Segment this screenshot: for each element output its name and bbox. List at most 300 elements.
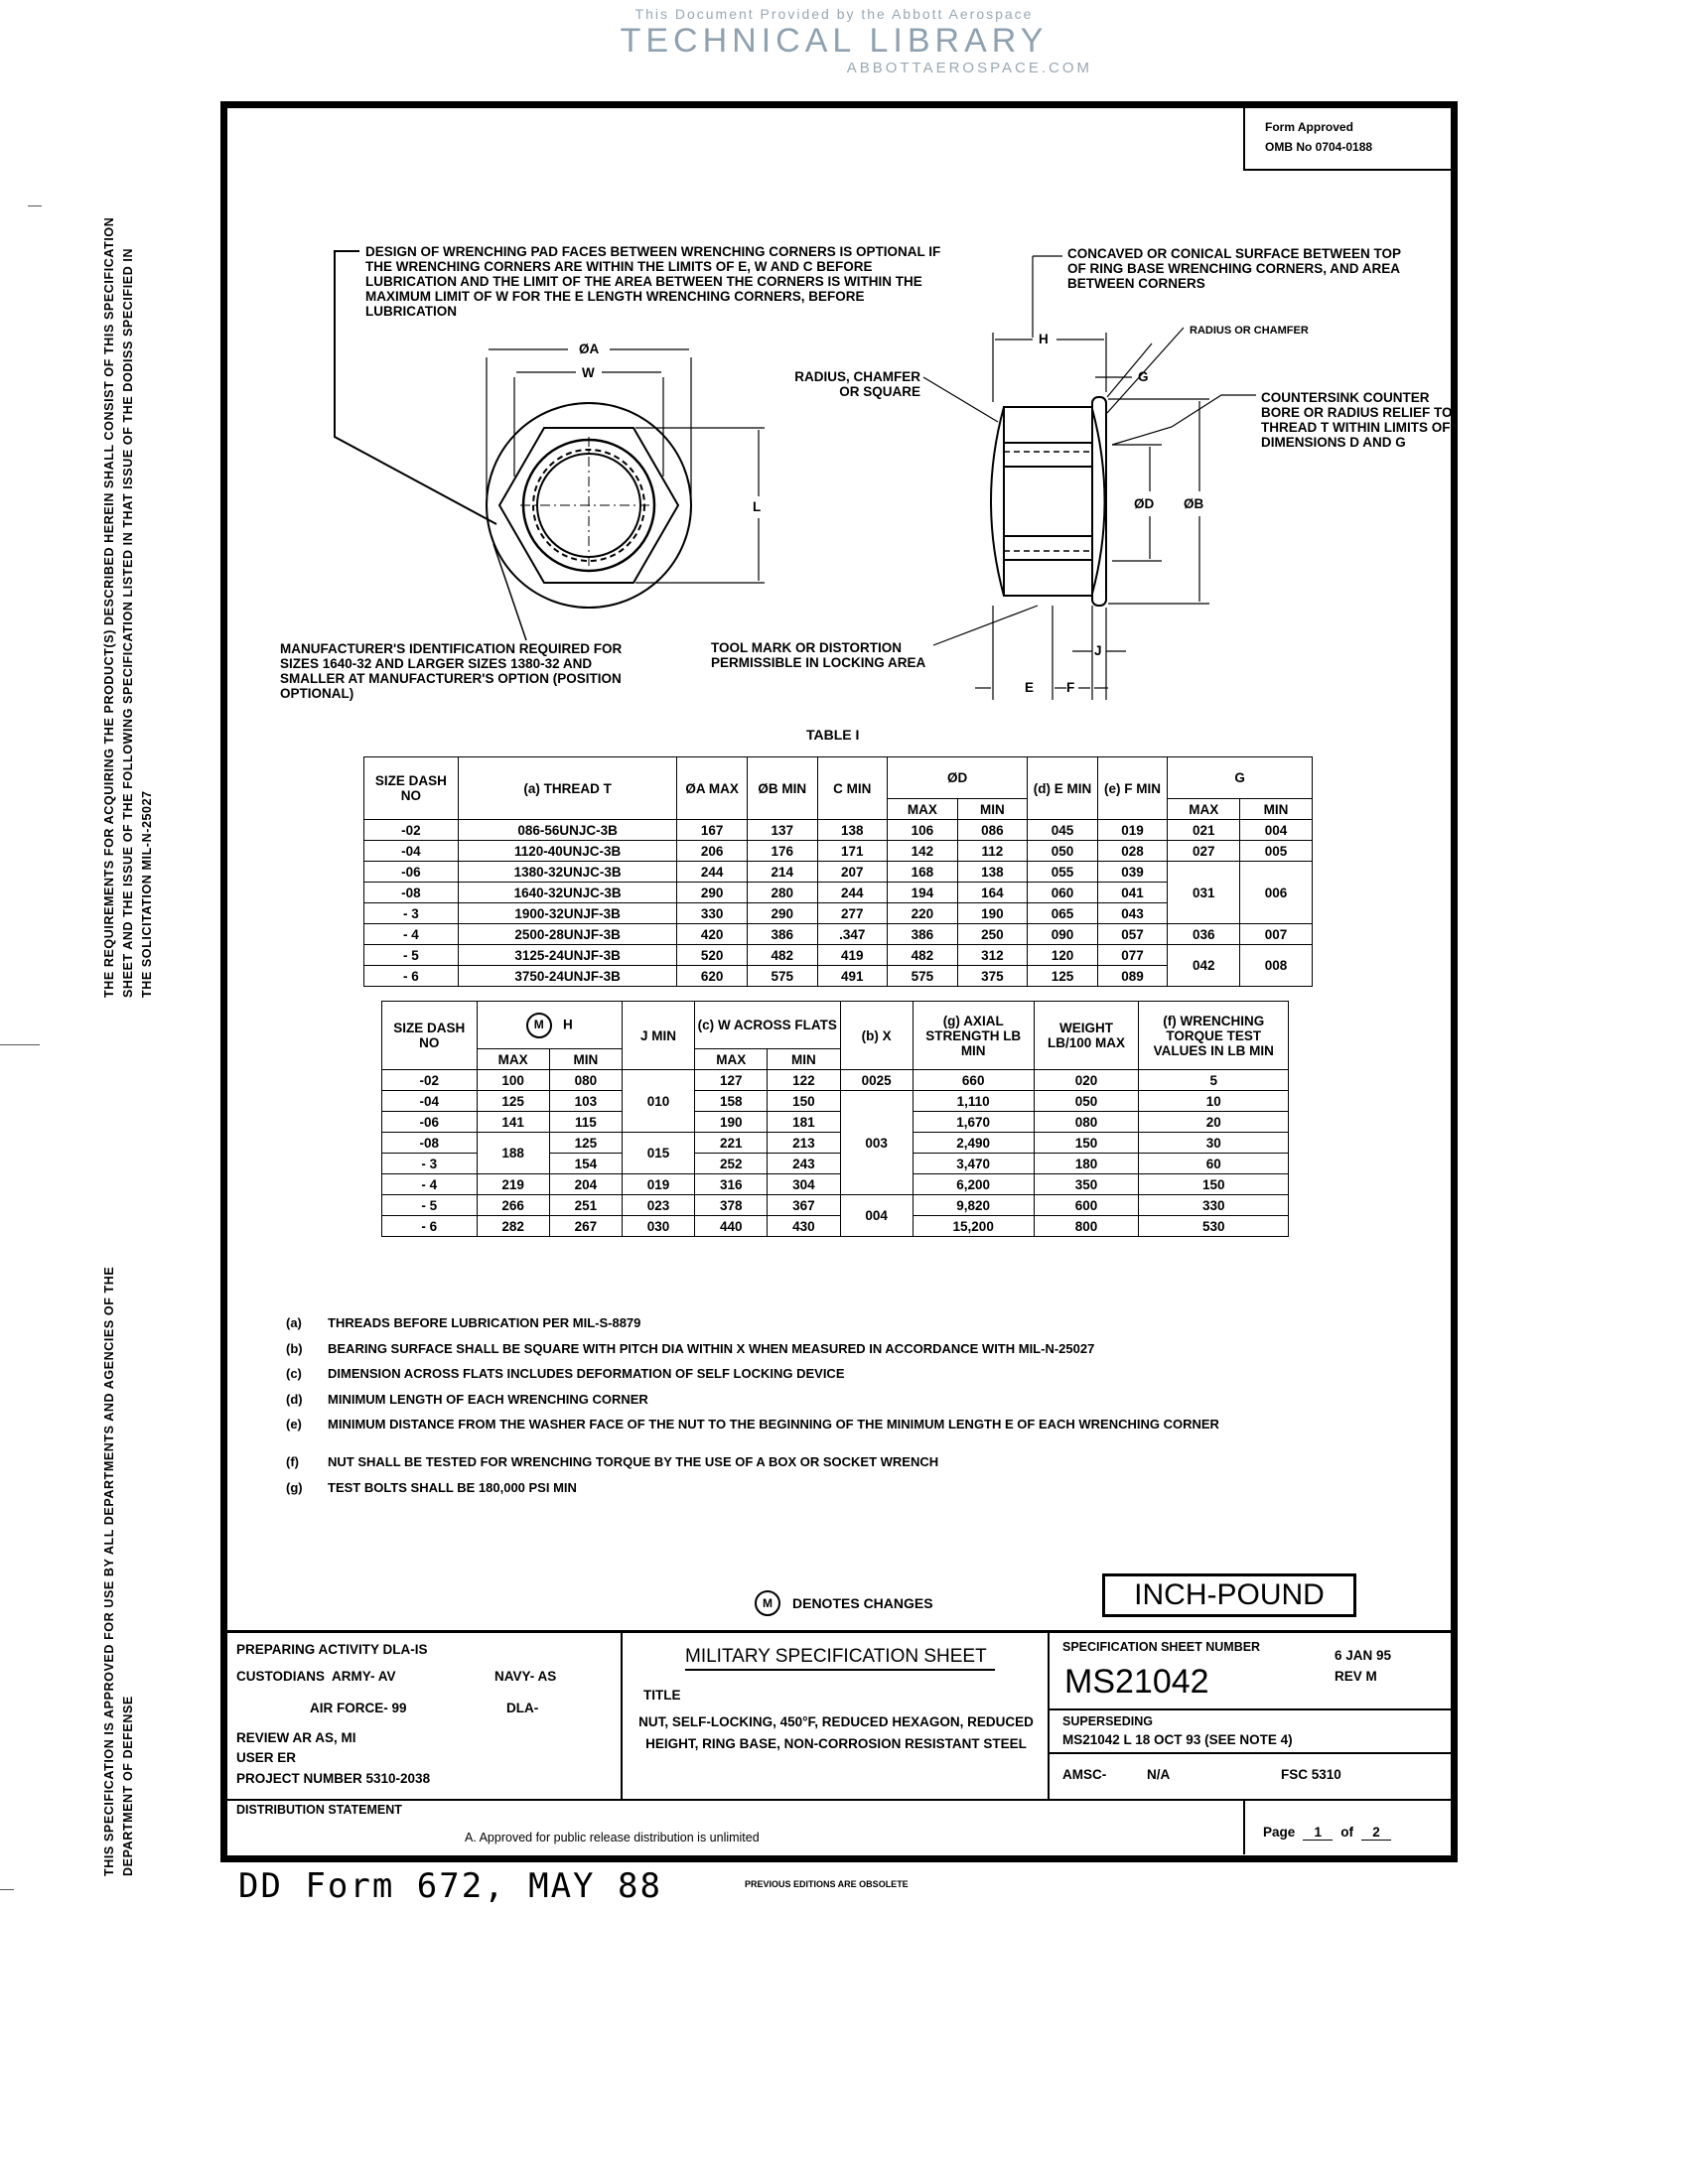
table-row xyxy=(382,1112,1289,1133)
title-block-col xyxy=(1048,1632,1050,1799)
cell: - 6 xyxy=(382,1216,478,1237)
table-row xyxy=(364,862,1313,883)
cell: 060 xyxy=(1028,883,1098,903)
form-approved-label: Form Approved xyxy=(1265,120,1353,134)
cell: - 5 xyxy=(382,1195,478,1216)
cell: - 5 xyxy=(364,945,459,966)
cell: 021 xyxy=(1168,820,1240,841)
note-text: BEARING SURFACE SHALL BE SQUARE WITH PITCH DIA WITHIN X WHEN MEASURED IN ACCORDANCE WITH MIL-N-25027 xyxy=(328,1340,1095,1356)
cell: 244 xyxy=(817,883,888,903)
custodians-label: CUSTODIANS xyxy=(236,1669,326,1684)
cell: 086 xyxy=(957,820,1028,841)
note-item xyxy=(286,1315,1301,1341)
t2-x-note: (b) xyxy=(861,1027,879,1043)
hex-flat-top xyxy=(1004,443,1092,467)
cell: 181 xyxy=(768,1112,840,1133)
cell: 660 xyxy=(913,1070,1034,1091)
cell: 036 xyxy=(1168,924,1240,945)
t2-header-j: J MIN xyxy=(622,1002,694,1070)
t2-h-min: MIN xyxy=(549,1049,622,1070)
cell: 004 xyxy=(1240,820,1313,841)
amsc-value: N/A xyxy=(1147,1767,1171,1782)
cell: 214 xyxy=(747,862,817,883)
watermark-title: TECHNICAL LIBRARY xyxy=(620,22,1049,60)
page-total: 2 xyxy=(1361,1825,1391,1841)
cell: 267 xyxy=(549,1216,622,1237)
note-item xyxy=(286,1454,1301,1480)
page-number: 1 xyxy=(1303,1825,1333,1841)
cell: 010 xyxy=(622,1070,694,1133)
title-block-row xyxy=(1050,1708,1451,1710)
cell: 190 xyxy=(695,1112,768,1133)
cell: 520 xyxy=(677,945,748,966)
cell: 027 xyxy=(1168,841,1240,862)
cell: 440 xyxy=(695,1216,768,1237)
cell: 482 xyxy=(747,945,817,966)
cell: - 4 xyxy=(364,924,459,945)
superseding-value: MS21042 L 18 OCT 93 (SEE NOTE 4) xyxy=(1062,1732,1293,1747)
t2-header-axial xyxy=(913,1002,1034,1070)
cell: 2500-28UNJF-3B xyxy=(458,924,677,945)
cell: 419 xyxy=(817,945,888,966)
t2-torque-label: WRENCHING TORQUE TEST VALUES IN LB MIN xyxy=(1153,1013,1274,1058)
spec-date: 6 JAN 95 xyxy=(1335,1648,1392,1663)
cell: 266 xyxy=(477,1195,549,1216)
cell: 020 xyxy=(1034,1070,1139,1091)
cell: 158 xyxy=(695,1091,768,1112)
note-radius-chamfer-square: RADIUS, CHAMFER OR SQUARE xyxy=(794,369,920,399)
cell: 127 xyxy=(695,1070,768,1091)
table2 xyxy=(381,1001,1289,1237)
cell: 1,670 xyxy=(913,1112,1034,1133)
cell: 122 xyxy=(768,1070,840,1091)
cell: - 3 xyxy=(382,1154,478,1174)
cell: 115 xyxy=(549,1112,622,1133)
note-item xyxy=(286,1366,1301,1392)
cell: 1,110 xyxy=(913,1091,1034,1112)
t2-header-h xyxy=(477,1002,622,1049)
cell: -02 xyxy=(382,1070,478,1091)
cell: 045 xyxy=(1028,820,1098,841)
cell: 055 xyxy=(1028,862,1098,883)
t1-e-label: E MIN xyxy=(1054,780,1092,796)
cell: - 6 xyxy=(364,966,459,987)
dim-label-d: ØD xyxy=(1134,496,1155,511)
spec-revision: REV M xyxy=(1335,1669,1377,1684)
t2-w-label: W ACROSS FLATS xyxy=(717,1018,837,1032)
user-activities: USER ER xyxy=(236,1750,297,1765)
t2-header-size: SIZE DASH NO xyxy=(382,1002,478,1070)
leader-line xyxy=(1112,395,1256,445)
t2-axial-note: (g) xyxy=(942,1013,960,1028)
note-key: (c) xyxy=(286,1366,302,1381)
cell: 1380-32UNJC-3B xyxy=(458,862,677,883)
t2-w-min: MIN xyxy=(768,1049,840,1070)
t2-header-w xyxy=(695,1002,840,1049)
cell: 386 xyxy=(888,924,958,945)
t1-header-b: ØB MIN xyxy=(747,757,817,820)
change-marker-icon: M xyxy=(755,1590,780,1616)
cell: 213 xyxy=(768,1133,840,1154)
cell: 620 xyxy=(677,966,748,987)
cell: 080 xyxy=(1034,1112,1139,1133)
t2-x-label: X xyxy=(882,1027,892,1043)
t2-w-note: (c) xyxy=(697,1018,715,1032)
cell: 080 xyxy=(549,1070,622,1091)
title-block-col xyxy=(1243,1799,1245,1854)
t1-header-f xyxy=(1097,757,1168,820)
page-indicator xyxy=(1263,1825,1391,1841)
cell: 167 xyxy=(677,820,748,841)
table-row xyxy=(382,1216,1289,1237)
fsc-code: FSC 5310 xyxy=(1281,1767,1341,1782)
distribution-statement: A. Approved for public release distribution is unlimited xyxy=(465,1831,760,1844)
cell: 150 xyxy=(768,1091,840,1112)
t1-thread-label: THREAD T xyxy=(543,780,612,796)
amsc-label: AMSC- xyxy=(1062,1767,1107,1782)
cell: 3750-24UNJF-3B xyxy=(458,966,677,987)
t1-header-e xyxy=(1028,757,1098,820)
t2-header-torque xyxy=(1139,1002,1289,1070)
cell: 120 xyxy=(1028,945,1098,966)
cell: 482 xyxy=(888,945,958,966)
t1-f-label: F MIN xyxy=(1124,780,1162,796)
cell: 042 xyxy=(1168,945,1240,987)
cell: 290 xyxy=(747,903,817,924)
watermark-line-1: This Document Provided by the Abbott Aerospace xyxy=(634,6,1034,22)
cell: -06 xyxy=(364,862,459,883)
note-tool-mark: TOOL MARK OR DISTORTION PERMISSIBLE IN LOCKING AREA xyxy=(711,640,926,670)
cell: 106 xyxy=(888,820,958,841)
note-item xyxy=(286,1480,1301,1506)
dim-label-b: ØB xyxy=(1184,496,1204,511)
side-text-top-2: SHEET AND THE ISSUE OF THE FOLLOWING SPECIFICATION LISTED IN THAT ISSUE OF THE DODISS SPECIFIED IN xyxy=(121,247,135,998)
changes-legend xyxy=(755,1590,933,1616)
cell: 171 xyxy=(817,841,888,862)
dim-label-g: G xyxy=(1138,369,1149,384)
cell: -04 xyxy=(382,1091,478,1112)
cell: 204 xyxy=(549,1174,622,1195)
cell: 100 xyxy=(477,1070,549,1091)
note-text: MINIMUM LENGTH OF EACH WRENCHING CORNER xyxy=(328,1391,648,1407)
cell: 142 xyxy=(888,841,958,862)
cell: 420 xyxy=(677,924,748,945)
dim-label-w: W xyxy=(582,365,595,380)
review-activities: REVIEW AR AS, MI xyxy=(236,1730,356,1745)
table-row xyxy=(382,1195,1289,1216)
t2-h-label: H xyxy=(563,1017,573,1031)
cell: 1640-32UNJC-3B xyxy=(458,883,677,903)
table-row xyxy=(364,945,1313,966)
t1-d-min: MIN xyxy=(957,799,1028,820)
note-text: TEST BOLTS SHALL BE 180,000 PSI MIN xyxy=(328,1479,577,1495)
omb-number: OMB No 0704-0188 xyxy=(1265,140,1373,154)
watermark-url: ABBOTTAEROSPACE.COM xyxy=(846,60,1092,76)
cell: 316 xyxy=(695,1174,768,1195)
table-row xyxy=(364,820,1313,841)
cell: 350 xyxy=(1034,1174,1139,1195)
cell: 430 xyxy=(768,1216,840,1237)
title-block-divider xyxy=(227,1799,1451,1801)
title-block-row xyxy=(1050,1752,1451,1754)
cell: 219 xyxy=(477,1174,549,1195)
note-item xyxy=(286,1341,1301,1367)
note-concaved: CONCAVED OR CONICAL SURFACE BETWEEN TOP OF RING BASE WRENCHING CORNERS, AND AREA BETWEEN CORNERS xyxy=(1067,246,1401,291)
side-text-top-3: THE SOLICITATION MIL-N-25027 xyxy=(140,790,154,998)
cell: 125 xyxy=(549,1133,622,1154)
note-key: (f) xyxy=(286,1454,299,1469)
cell: 367 xyxy=(768,1195,840,1216)
cell: 15,200 xyxy=(913,1216,1034,1237)
dim-label-j: J xyxy=(1094,643,1102,658)
cell: 304 xyxy=(768,1174,840,1195)
table-row xyxy=(364,924,1313,945)
cell: 206 xyxy=(677,841,748,862)
cell: 312 xyxy=(957,945,1028,966)
cell: -08 xyxy=(364,883,459,903)
chamfer-curve xyxy=(991,407,1004,596)
hex-flat-bottom xyxy=(1004,536,1092,560)
side-text-bottom-2: DEPARTMENT OF DEFENSE xyxy=(121,1696,135,1876)
cell: 243 xyxy=(768,1154,840,1174)
table1 xyxy=(363,756,1313,987)
custodian-navy: NAVY- AS xyxy=(494,1669,557,1684)
t1-f-note: (e) xyxy=(1104,780,1121,796)
t2-header-x xyxy=(840,1002,913,1070)
notes-list xyxy=(286,1315,1301,1505)
cell: 023 xyxy=(622,1195,694,1216)
note-key: (d) xyxy=(286,1391,303,1407)
t1-header-c: C MIN xyxy=(817,757,888,820)
cell: 3125-24UNJF-3B xyxy=(458,945,677,966)
cell: 530 xyxy=(1139,1216,1289,1237)
note-item xyxy=(286,1417,1301,1454)
table-row xyxy=(382,1091,1289,1112)
cell: 039 xyxy=(1097,862,1168,883)
cell: 277 xyxy=(817,903,888,924)
superseding-label: SUPERSEDING xyxy=(1062,1714,1153,1728)
cell: 137 xyxy=(747,820,817,841)
of-label: of xyxy=(1340,1825,1354,1840)
cell: 005 xyxy=(1240,841,1313,862)
cell: 089 xyxy=(1097,966,1168,987)
cell: 168 xyxy=(888,862,958,883)
t2-torque-note: (f) xyxy=(1163,1013,1177,1028)
cell: -04 xyxy=(364,841,459,862)
cell: 103 xyxy=(549,1091,622,1112)
t2-header-weight: WEIGHT LB/100 MAX xyxy=(1034,1002,1139,1070)
table-row xyxy=(382,1174,1289,1195)
cell: 244 xyxy=(677,862,748,883)
dim-label-l: L xyxy=(753,499,762,514)
cell: 030 xyxy=(622,1216,694,1237)
note-item xyxy=(286,1392,1301,1418)
cell: 575 xyxy=(747,966,817,987)
dim-label-f: F xyxy=(1066,680,1075,695)
note-text: NUT SHALL BE TESTED FOR WRENCHING TORQUE BY THE USE OF A BOX OR SOCKET WRENCH xyxy=(328,1454,939,1469)
title-underline xyxy=(685,1669,995,1671)
cell: 164 xyxy=(957,883,1028,903)
nut-drawing xyxy=(0,0,1688,715)
note-key: (e) xyxy=(286,1417,302,1432)
cell: - 4 xyxy=(382,1174,478,1195)
spec-number: MS21042 xyxy=(1064,1663,1209,1701)
cell: 050 xyxy=(1034,1091,1139,1112)
leader-line xyxy=(933,606,1038,645)
cell: 1120-40UNJC-3B xyxy=(458,841,677,862)
cell: 028 xyxy=(1097,841,1168,862)
cell: 065 xyxy=(1028,903,1098,924)
note-manufacturer: MANUFACTURER'S IDENTIFICATION REQUIRED FOR SIZES 1640-32 AND LARGER SIZES 1380-32 AND SMALLER AT MANUFACTURER'S OPTION (POSITION OPTIONAL) xyxy=(280,641,623,701)
custodian-dla: DLA- xyxy=(506,1701,539,1715)
t1-d-max: MAX xyxy=(888,799,958,820)
cell: 3,470 xyxy=(913,1154,1034,1174)
cell: 375 xyxy=(957,966,1028,987)
t1-header-size: SIZE DASH NO xyxy=(364,757,459,820)
cell: 176 xyxy=(747,841,817,862)
distribution-label: DISTRIBUTION STATEMENT xyxy=(236,1803,402,1817)
cell: 188 xyxy=(477,1133,549,1174)
cell: 250 xyxy=(957,924,1028,945)
note-text: THREADS BEFORE LUBRICATION PER MIL-S-8879 xyxy=(328,1315,641,1330)
dd-form-number: DD Form 672, MAY 88 xyxy=(238,1866,662,1906)
table1-title: TABLE I xyxy=(806,727,860,743)
leader-line xyxy=(923,377,998,422)
table-row xyxy=(382,1133,1289,1154)
cell: 251 xyxy=(549,1195,622,1216)
cell: 138 xyxy=(817,820,888,841)
cell: 10 xyxy=(1139,1091,1289,1112)
cell: 086-56UNJC-3B xyxy=(458,820,677,841)
change-marker-icon: M xyxy=(526,1013,552,1038)
inch-pound-box: INCH-POUND xyxy=(1102,1573,1356,1617)
t1-g-min: MIN xyxy=(1240,799,1313,820)
cell: 2,490 xyxy=(913,1133,1034,1154)
cell: 138 xyxy=(957,862,1028,883)
cell: 220 xyxy=(888,903,958,924)
cell: 280 xyxy=(747,883,817,903)
t2-axial-label: AXIAL STRENGTH LB MIN xyxy=(925,1013,1022,1058)
margin-tick xyxy=(0,1044,40,1045)
cell: 1900-32UNJF-3B xyxy=(458,903,677,924)
changes-label: DENOTES CHANGES xyxy=(792,1595,933,1611)
note-text: DIMENSION ACROSS FLATS INCLUDES DEFORMATION OF SELF LOCKING DEVICE xyxy=(328,1366,845,1381)
cell: 282 xyxy=(477,1216,549,1237)
cell: 190 xyxy=(957,903,1028,924)
cell: 077 xyxy=(1097,945,1168,966)
cell: 150 xyxy=(1139,1174,1289,1195)
cell: 008 xyxy=(1240,945,1313,987)
t1-header-thread xyxy=(458,757,677,820)
cell: 330 xyxy=(1139,1195,1289,1216)
cell: 252 xyxy=(695,1154,768,1174)
cell: 050 xyxy=(1028,841,1098,862)
cell: 9,820 xyxy=(913,1195,1034,1216)
obsolete-notice: PREVIOUS EDITIONS ARE OBSOLETE xyxy=(745,1879,909,1889)
nut-body xyxy=(1004,407,1092,596)
cell: 019 xyxy=(622,1174,694,1195)
t2-w-max: MAX xyxy=(695,1049,768,1070)
cell: 600 xyxy=(1034,1195,1139,1216)
cell: 30 xyxy=(1139,1133,1289,1154)
cell: 378 xyxy=(695,1195,768,1216)
cell: 125 xyxy=(1028,966,1098,987)
cell: 043 xyxy=(1097,903,1168,924)
t1-thread-note: (a) xyxy=(523,780,540,796)
cell: 5 xyxy=(1139,1070,1289,1091)
cell: 221 xyxy=(695,1133,768,1154)
table-row xyxy=(382,1070,1289,1091)
t1-g-max: MAX xyxy=(1168,799,1240,820)
dim-label-e: E xyxy=(1025,680,1035,695)
cell: 019 xyxy=(1097,820,1168,841)
note-text: MINIMUM DISTANCE FROM THE WASHER FACE OF THE NUT TO THE BEGINNING OF THE MINIMUM LENGTH E OF EACH WRENCHING CORNER xyxy=(328,1417,1219,1432)
military-spec-title: MILITARY SPECIFICATION SHEET xyxy=(685,1646,987,1667)
note-key: (a) xyxy=(286,1315,302,1330)
cell: 575 xyxy=(888,966,958,987)
table-row xyxy=(364,841,1313,862)
t1-header-d: ØD xyxy=(888,757,1028,799)
ring-curve xyxy=(1092,409,1105,594)
cell: 491 xyxy=(817,966,888,987)
cell: 031 xyxy=(1168,862,1240,924)
page-label: Page xyxy=(1263,1825,1296,1840)
cell: - 3 xyxy=(364,903,459,924)
cell: 20 xyxy=(1139,1112,1289,1133)
cell: 180 xyxy=(1034,1154,1139,1174)
item-title: NUT, SELF-LOCKING, 450°F, REDUCED HEXAGON, REDUCED HEIGHT, RING BASE, NON-CORROSION RESISTANT STEEL xyxy=(638,1714,1034,1751)
cell: -02 xyxy=(364,820,459,841)
cell: 150 xyxy=(1034,1133,1139,1154)
cell: .347 xyxy=(817,924,888,945)
title-label: TITLE xyxy=(643,1688,681,1703)
cell: 141 xyxy=(477,1112,549,1133)
spec-sheet-label: SPECIFICATION SHEET NUMBER xyxy=(1062,1640,1261,1654)
cell: 125 xyxy=(477,1091,549,1112)
cell: 090 xyxy=(1028,924,1098,945)
title-block-top xyxy=(227,1630,1451,1633)
cell: 112 xyxy=(957,841,1028,862)
preparing-activity: PREPARING ACTIVITY DLA-IS xyxy=(236,1642,428,1657)
side-text-bottom-1: THIS SPECIFICATION IS APPROVED FOR USE BY ALL DEPARTMENTS AND AGENCIES OF THE xyxy=(102,1266,116,1876)
cell: 6,200 xyxy=(913,1174,1034,1195)
t1-header-a: ØA MAX xyxy=(677,757,748,820)
cell: 194 xyxy=(888,883,958,903)
cell: 003 xyxy=(840,1091,913,1195)
custodian-airforce: AIR FORCE- 99 xyxy=(310,1701,407,1715)
t2-h-max: MAX xyxy=(477,1049,549,1070)
cell: 015 xyxy=(622,1133,694,1174)
note-radius-chamfer: RADIUS OR CHAMFER xyxy=(1190,325,1309,337)
cell: 800 xyxy=(1034,1216,1139,1237)
cell: 154 xyxy=(549,1154,622,1174)
cell: 041 xyxy=(1097,883,1168,903)
cell: -08 xyxy=(382,1133,478,1154)
margin-tick xyxy=(0,1889,14,1890)
custodian-army: ARMY- AV xyxy=(332,1669,396,1684)
dim-label-h: H xyxy=(1039,332,1049,346)
note-key: (b) xyxy=(286,1340,303,1356)
cell: 386 xyxy=(747,924,817,945)
title-block-col xyxy=(621,1632,623,1799)
cell: 60 xyxy=(1139,1154,1289,1174)
note-key: (g) xyxy=(286,1479,303,1495)
dim-label-a: ØA xyxy=(579,341,600,356)
leader-line xyxy=(335,251,496,524)
t1-header-g: G xyxy=(1168,757,1313,799)
project-number: PROJECT NUMBER 5310-2038 xyxy=(236,1771,431,1786)
cell: 006 xyxy=(1240,862,1313,924)
